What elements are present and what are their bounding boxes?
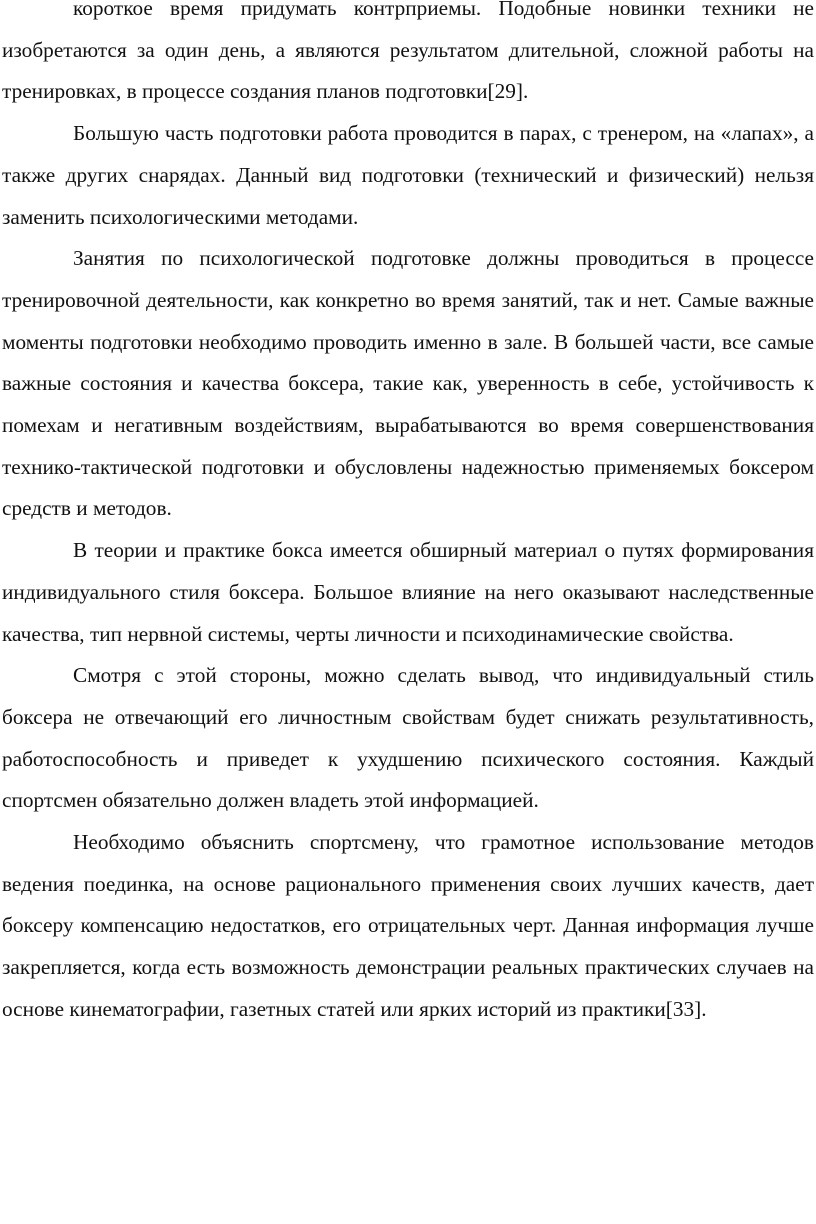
paragraph-1: короткое время придумать контрприемы. Подобные новинки техники не изобретаются за один день, а являются результатом длительной, сложной работы на тренировках, в процессе создания планов подготовки[29]. bbox=[2, 0, 814, 104]
paragraph-6: Необходимо объяснить спортсмену, что грамотное использование методов ведения поединка, на основе рационального применения своих лучших качеств, дает боксеру компенсацию недостатков, его отрицательных черт. Данная информация лучше закрепляется, когда есть возможность демонстрации реальных практических случаев на основе кинематографии, газетных статей или ярких историй из практики[33]. bbox=[2, 830, 814, 1021]
paragraph-5: Смотря с этой стороны, можно сделать вывод, что индивидуальный стиль боксера не отвечающий его личностным свойствам будет снижать результативность, работоспособность и приведет к ухудшению психического состояния. Каждый спортсмен обязательно должен владеть этой информацией. bbox=[2, 663, 814, 813]
paragraph-3: Занятия по психологической подготовке должны проводиться в процессе тренировочной деятельности, как конкретно во время занятий, так и нет. Самые важные моменты подготовки необходимо проводить именно в зале. В большей части, все самые важные состояния и качества боксера, такие как, уверенность в себе, устойчивость к помехам и негативным воздействиям, вырабатываются во время совершенствования технико-тактической подготовки и обусловлены надежностью применяемых боксером средств и методов. bbox=[2, 246, 814, 521]
paragraph-4: В теории и практике бокса имеется обширный материал о путях формирования индивидуального стиля боксера. Большое влияние на него оказывают наследственные качества, тип нервной системы, черты личности и психодинамические свойства. bbox=[2, 538, 814, 646]
paragraph-2: Большую часть подготовки работа проводится в парах, с тренером, на «лапах», а также других снарядах. Данный вид подготовки (технический и физический) нельзя заменить психологическими методами. bbox=[2, 121, 814, 229]
